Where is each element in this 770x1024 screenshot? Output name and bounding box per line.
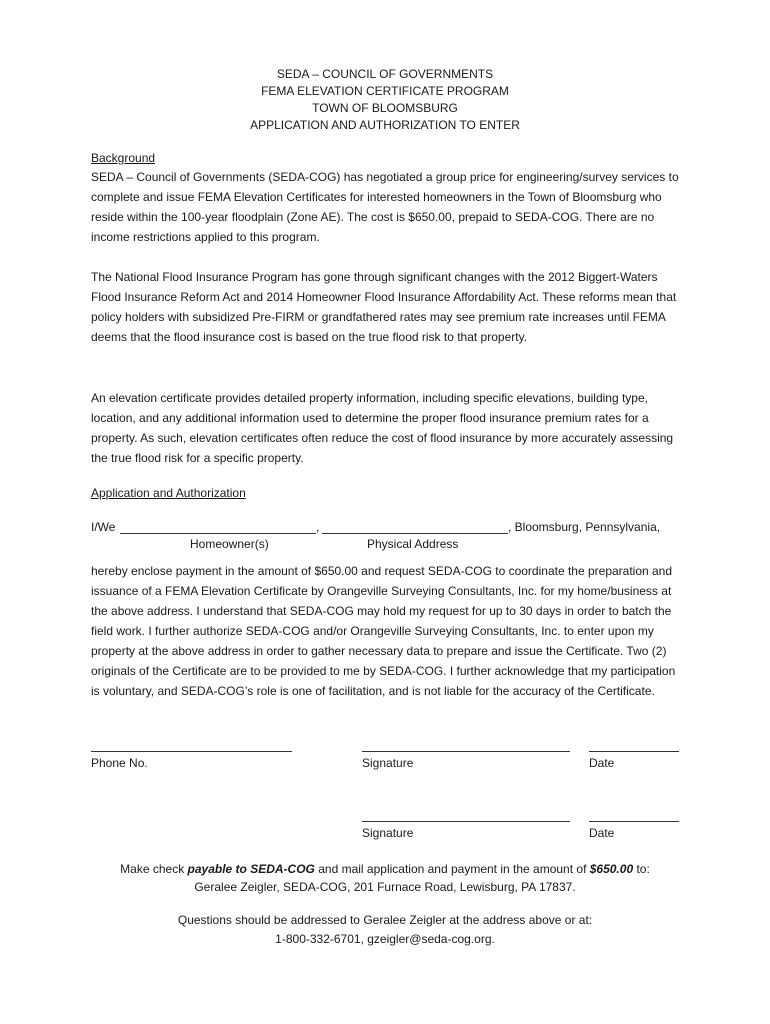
date-label-1: Date [589,756,615,770]
application-heading: Application and Authorization [91,486,246,500]
date-label-2: Date [589,826,615,840]
background-heading: Background [91,151,156,165]
phone-blank-line[interactable] [91,751,292,752]
signature-blank-line-2[interactable] [362,821,570,822]
check-payable: payable to SEDA-COG [187,862,315,876]
date-blank-line-2[interactable] [589,821,679,822]
homeowner-blank-line[interactable] [120,533,316,534]
homeowner-label: Homeowner(s) [190,537,269,551]
iwe-label: I/We [91,520,116,534]
mailing-address: Geralee Zeigler, SEDA-COG, 201 Furnace Road, Lewisburg, PA 17837. [194,880,576,894]
signature-blank-line-1[interactable] [362,751,570,752]
phone-label: Phone No. [91,756,148,770]
header-line-3: TOWN OF BLOOMSBURG [312,101,458,115]
contact-info: 1-800-332-6701, gzeigler@seda-cog.org. [275,932,495,946]
signature-label-1: Signature [362,756,414,770]
address-blank-line[interactable] [322,533,508,534]
document-header [0,66,770,134]
check-amount: $650.00 [589,862,634,876]
location-text: , Bloomsburg, Pennsylvania, [508,520,661,534]
header-line-1: SEDA – COUNCIL OF GOVERNMENTS [276,67,494,81]
physical-address-label: Physical Address [367,537,459,551]
separator-comma: , [316,520,320,534]
header-line-4: APPLICATION AND AUTHORIZATION TO ENTER [250,118,520,132]
authorization-paragraph: hereby enclose payment in the amount of $650.00 and request SEDA-COG to coordinate the preparation and issuance of a FEMA Elevation Certificate by Orangeville Surveying Consultants, Inc. for my home/business at the above address. I understand that SEDA-COG may hold my request for up to 30 days in order to batch the field work. I further authorize SEDA-COG and/or Orangeville Surveying Consultants, Inc. to enter upon my property at the above address in order to gather necessary data to prepare and issue the Certificate. Two (2) originals of the Certificate are to be provided to me by SEDA-COG. I further acknowledge that my participation is voluntary, and SEDA-COG’s role is one of facilitation, and is not liable for the accuracy of the Certificate. [91,564,676,698]
check-instructions [0,859,770,879]
check-middle: and mail application and payment in the amount of [314,862,590,876]
check-prefix: Make check [120,862,188,876]
background-paragraph-1: SEDA – Council of Governments (SEDA-COG) has negotiated a group price for engineering/survey services to complete and issue FEMA Elevation Certificates for interested homeowners in the Town of Bloomsburg who reside within the 100-year floodplain (Zone AE). The cost is $650.00, prepaid to SEDA-COG. There are no income restrictions applied to this program. [91,170,679,244]
background-paragraph-3: An elevation certificate provides detailed property information, including specific elevations, building type, location, and any additional information used to determine the proper flood insurance premium rates for a property. As such, elevation certificates often reduce the cost of flood insurance by more accurately assessing the true flood risk for a specific property. [91,391,674,465]
header-line-2: FEMA ELEVATION CERTIFICATE PROGRAM [261,84,509,98]
questions-text: Questions should be addressed to Geralee Zeigler at the address above or at: [177,913,593,927]
date-blank-line-1[interactable] [589,751,679,752]
background-paragraph-2: The National Flood Insurance Program has gone through significant changes with the 2012 Biggert-Waters Flood Insurance Reform Act and 2014 Homeowner Flood Insurance Affordability Act. These reforms mean that policy holders with subsidized Pre-FIRM or grandfathered rates may see premium rate increases until FEMA deems that the flood insurance cost is based on the true flood risk to that property. [91,270,677,344]
check-suffix: to: [633,862,650,876]
signature-label-2: Signature [362,826,414,840]
